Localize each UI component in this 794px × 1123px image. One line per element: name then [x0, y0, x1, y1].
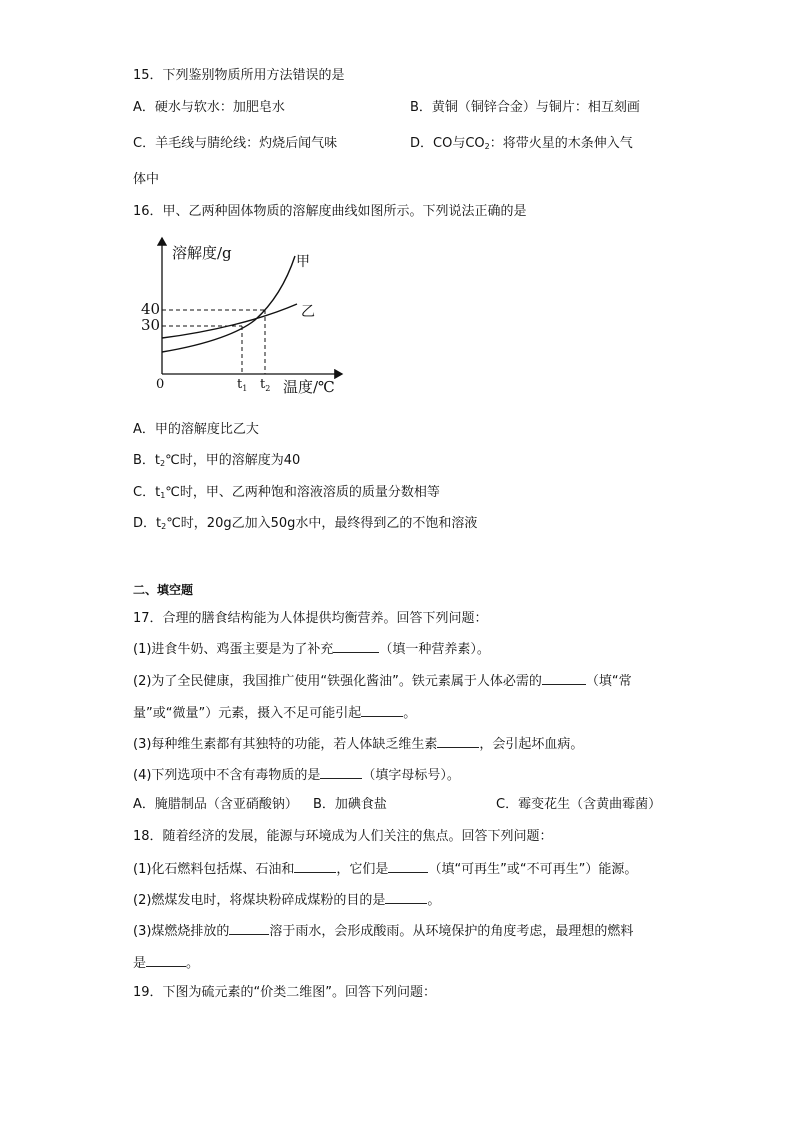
q15-option-a: A．硬水与软水：加肥皂水: [133, 100, 285, 115]
answer-blank: [542, 672, 586, 685]
answer-blank: [361, 704, 403, 717]
q16-stem: 16．甲、乙两种固体物质的溶解度曲线如图所示。下列说法正确的是: [133, 204, 527, 219]
q16-option-b: B．$t_2℃$时，甲的溶解度为40: [133, 453, 301, 468]
q15-stem: 15．下列鉴别物质所用方法错误的是: [133, 68, 345, 83]
q16-option-c: C．$t_1℃$时，甲、乙两种饱和溶液溶质的质量分数相等: [133, 485, 440, 500]
y-axis-label: 溶解度/g: [172, 244, 232, 262]
q15-option-d: D．CO与$CO_2$：将带火星的木条伸入气: [410, 136, 633, 151]
section-title: 二、填空题: [133, 583, 194, 597]
q16-option-d: D．$t_2℃$时，20g乙加入50g水中，最终得到乙的不饱和溶液: [133, 516, 478, 531]
series-yi-curve: [162, 304, 297, 338]
solubility-chart: [141, 232, 350, 397]
answer-blank: [229, 922, 269, 935]
origin-label: 0: [156, 377, 165, 392]
answer-blank: [294, 860, 336, 873]
q15-option-d-continued: 体中: [133, 172, 160, 187]
q17-option-b: B．加碘食盐: [313, 797, 387, 812]
q19-stem: 19．下图为硫元素的“价类二维图”。回答下列问题：: [133, 985, 437, 1000]
y-tick-30: 30: [141, 316, 161, 334]
series-yi-label: 乙: [301, 304, 315, 320]
answer-blank: [437, 735, 479, 748]
q17-part-3: (3)每种维生素都有其独特的功能，若人体缺乏维生素 ，会引起坏血病。: [133, 737, 584, 752]
q18-part-2: (2)燃煤发电时，将煤块粉碎成煤粉的目的是 。: [133, 893, 441, 908]
series-jia-curve: [162, 256, 295, 352]
q17-option-c: C．霉变花生（含黄曲霉菌）: [496, 797, 662, 812]
q17-part-4: (4)下列选项中不含有毒物质的是 （填字母标号）。: [133, 768, 460, 783]
x-tick-t2: $t_2$: [260, 377, 271, 393]
q18-part-3: (3)煤燃烧排放的 溶于雨水，会形成酸雨。从环境保护的角度考虑，最理想的燃料: [133, 924, 634, 939]
q15-option-c: C．羊毛线与腈纶线：灼烧后闻气味: [133, 136, 338, 151]
q17-option-a: A．腌腊制品（含亚硝酸钠）: [133, 797, 298, 812]
q18-stem: 18．随着经济的发展，能源与环境成为人们关注的焦点。回答下列问题：: [133, 829, 553, 844]
q15-option-b: B．黄铜（铜锌合金）与铜片：相互刻画: [410, 100, 640, 115]
answer-blank: [333, 640, 379, 653]
x-axis-label: 温度/℃: [283, 378, 335, 396]
q17-stem: 17．合理的膳食结构能为人体提供均衡营养。回答下列问题：: [133, 611, 488, 626]
q18-part-3-continued: 是 。: [133, 956, 200, 971]
answer-blank: [385, 891, 427, 904]
answer-blank: [320, 766, 362, 779]
x-tick-t1: $t_1$: [237, 377, 248, 393]
q17-part-2-continued: 量”或“微量”）元素，摄入不足可能引起 。: [133, 706, 417, 721]
answer-blank: [388, 860, 428, 873]
y-tick-40: 40: [141, 300, 161, 318]
q17-part-1: (1)进食牛奶、鸡蛋主要是为了补充 （填一种营养素）。: [133, 642, 490, 657]
answer-blank: [146, 954, 186, 967]
q18-part-1: (1)化石燃料包括煤、石油和 ，它们是 （填“可再生”或“不可再生”）能源。: [133, 862, 638, 877]
q16-option-a: A．甲的溶解度比乙大: [133, 422, 259, 437]
series-jia-label: 甲: [296, 254, 310, 270]
q17-part-2: (2)为了全民健康，我国推广使用“铁强化酱油”。铁元素属于人体必需的 （填“常: [133, 674, 632, 689]
